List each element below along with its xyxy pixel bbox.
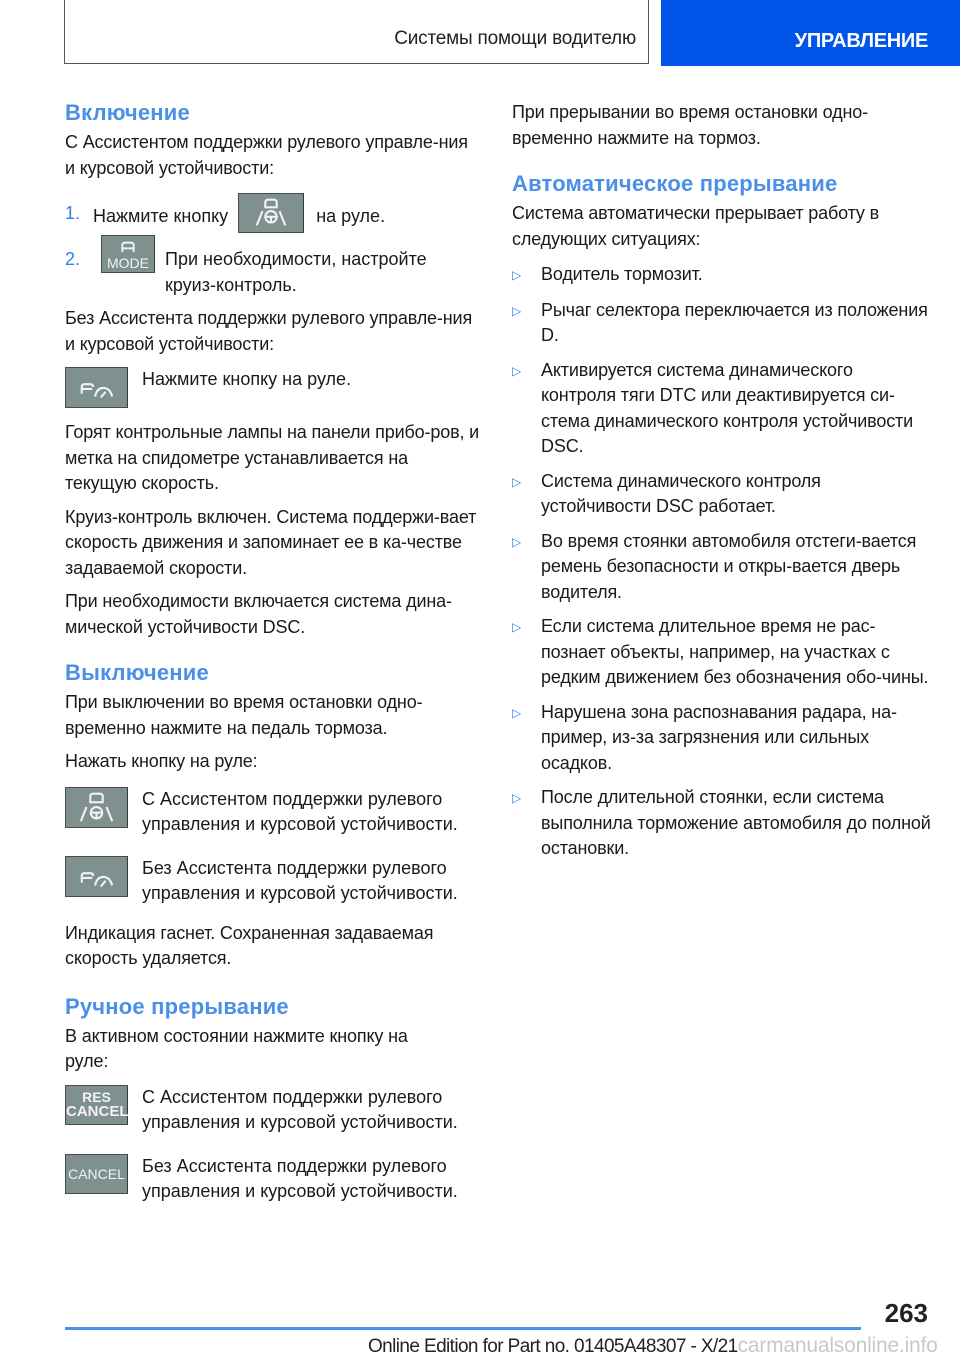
step-1-post: на руле. xyxy=(316,206,386,227)
edition-text: Online Edition for Part no. 01405A48307 - X/21 xyxy=(368,1336,738,1357)
step-1 xyxy=(65,201,480,233)
step-2 xyxy=(65,247,480,298)
footer-divider xyxy=(65,1327,861,1330)
heading-switch-on: Включение xyxy=(65,100,190,125)
heading-switch-off: Выключение xyxy=(65,660,209,685)
off-without-row xyxy=(65,856,480,907)
step-number: 2. xyxy=(65,249,81,269)
on-without-intro: Без Ассистента поддержки рулевого управле-ния и курсовой устойчивости: xyxy=(65,308,473,354)
manual-with-row xyxy=(65,1085,480,1136)
mode-button-icon xyxy=(101,235,155,273)
triangle-bullet-icon: ▷ xyxy=(512,363,522,378)
list-item-text: Система динамического контроля устойчивости DSC работает. xyxy=(541,470,821,516)
list-item-text: Во время стоянки автомобиля отстеги-вается ремень безопасности и откры-вается дверь водителя. xyxy=(541,530,917,602)
left-column xyxy=(65,100,480,1221)
mode-label: MODE xyxy=(107,255,149,271)
list-item xyxy=(512,298,932,349)
triangle-bullet-icon: ▷ xyxy=(512,705,522,720)
list-item xyxy=(512,785,932,862)
cruise-control-button-icon xyxy=(65,856,128,897)
cancel-label: CANCEL xyxy=(68,1165,125,1182)
cruise-control-button-icon xyxy=(65,367,128,408)
list-item-text: Водитель тормозит. xyxy=(541,264,703,284)
right-column xyxy=(512,100,932,871)
header-section-title: Системы помощи водителю xyxy=(394,28,636,49)
header-chapter-tab xyxy=(661,0,960,66)
off-with-text: С Ассистентом поддержки рулевого управления и курсовой устойчивости. xyxy=(142,788,458,834)
res-cancel-button-icon xyxy=(65,1085,128,1125)
header-section-box xyxy=(64,0,649,64)
list-item xyxy=(512,529,932,606)
cancel-button-icon xyxy=(65,1154,128,1194)
off-p3: Индикация гаснет. Сохраненная задаваемая скорость удаляется. xyxy=(65,922,434,968)
header-chapter-title: УПРАВЛЕНИЕ xyxy=(794,30,928,52)
cancel-label: CANCEL xyxy=(66,1102,129,1120)
press-text: Нажмите кнопку на руле. xyxy=(142,369,352,389)
triangle-bullet-icon: ▷ xyxy=(512,268,522,282)
heading-auto-interrupt: Автоматическое прерывание xyxy=(512,171,838,196)
res-label: RES xyxy=(82,1088,111,1105)
off-without-text: Без Ассистента поддержки рулевого управления и курсовой устойчивости. xyxy=(142,857,458,903)
list-item xyxy=(512,469,932,520)
press-cruise-button-row xyxy=(65,367,480,408)
off-p1: При выключении во время остановки одно-временно нажмите на педаль тормоза. xyxy=(65,692,423,738)
list-item-text: Нарушена зона распознавания радара, на-пример, из-за загрязнения или сильных осадков. xyxy=(541,701,897,773)
on-p2: Круиз-контроль включен. Система поддержи-вает скорость движения и запоминает ее в ка-честве задаваемой скорости. xyxy=(65,506,477,578)
auto-intro: Система автоматически прерывает работу в следующих ситуациях: xyxy=(512,203,880,249)
watermark: carmanualsonline.info xyxy=(737,1334,938,1357)
triangle-bullet-icon: ▷ xyxy=(512,303,522,318)
auto-interrupt-list xyxy=(512,262,932,862)
triangle-bullet-icon: ▷ xyxy=(512,534,522,549)
list-item xyxy=(512,358,932,460)
triangle-bullet-icon: ▷ xyxy=(512,791,522,805)
off-with-row xyxy=(65,787,480,838)
manual-without-row xyxy=(65,1154,480,1205)
triangle-bullet-icon: ▷ xyxy=(512,474,522,489)
step-2-text: При необходимости, настройте круиз-контроль. xyxy=(165,249,427,295)
list-item xyxy=(512,700,932,777)
list-item xyxy=(512,614,932,691)
on-p3: При необходимости включается система дина-мической устойчивости DSC. xyxy=(65,591,452,637)
right-p1: При прерывании во время остановки одно-временно нажмите на тормоз. xyxy=(512,102,868,148)
page-number: 263 xyxy=(884,1298,928,1328)
list-item-text: Активируется система динамического контроля тяги DTC или деактивируется си-стема динамического контроля устойчивости DSC. xyxy=(541,359,914,456)
on-p1: Горят контрольные лампы на панели прибо-ров, и метка на спидометре устанавливается на текущую скорость. xyxy=(65,422,480,493)
edition-line xyxy=(368,1334,938,1358)
list-item-text: Если система длительное время не рас-познает объекты, например, на участках с редким движением без обозначения обо-чины. xyxy=(541,616,929,687)
step-1-pre: Нажмите кнопку xyxy=(93,206,229,227)
manual-p1: В активном состоянии нажмите кнопку на руле: xyxy=(65,1025,408,1071)
manual-without-text: Без Ассистента поддержки рулевого управления и курсовой устойчивости. xyxy=(142,1155,458,1201)
heading-manual-interrupt: Ручное прерывание xyxy=(65,993,289,1019)
steering-assist-button-icon xyxy=(238,193,304,233)
list-item-text: После длительной стоянки, если система выполнила торможение автомобиля до полной остановки. xyxy=(541,787,931,858)
triangle-bullet-icon: ▷ xyxy=(512,620,522,634)
list-item-text: Рычаг селектора переключается из положения D. xyxy=(541,299,928,345)
step-number: 1. xyxy=(65,203,81,223)
steering-assist-button-icon xyxy=(65,787,128,828)
list-item xyxy=(512,262,932,289)
off-p2: Нажать кнопку на руле: xyxy=(65,751,258,771)
on-intro: С Ассистентом поддержки рулевого управле-ния и курсовой устойчивости: xyxy=(65,132,468,178)
manual-with-text: С Ассистентом поддержки рулевого управления и курсовой устойчивости. xyxy=(142,1086,458,1132)
